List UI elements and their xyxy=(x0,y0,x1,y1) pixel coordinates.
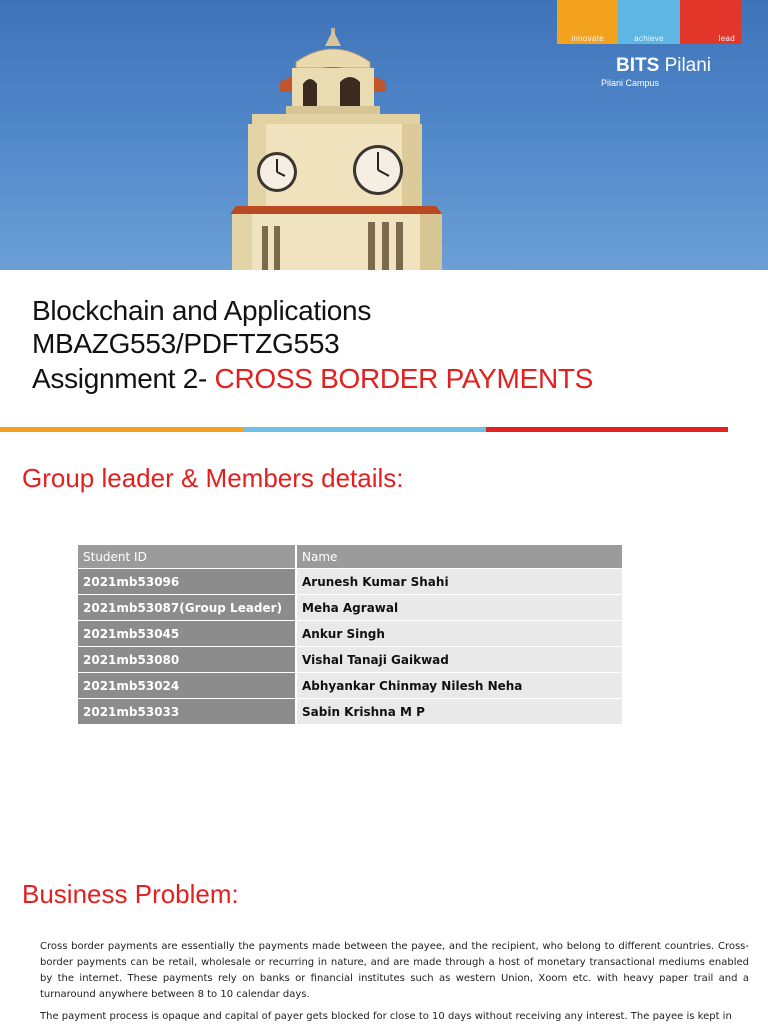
tagline-block-lead xyxy=(680,0,741,44)
table-row xyxy=(78,621,622,647)
student-id-cell: 2021mb53045 xyxy=(78,621,296,647)
table-row xyxy=(78,595,622,621)
tagline-lead: lead xyxy=(718,34,735,43)
tagline-achieve: achieve xyxy=(634,34,664,43)
tagline-block-innovate xyxy=(557,0,618,44)
brand-tagline-bar xyxy=(557,0,741,44)
business-problem-paragraph-2: The payment process is opaque and capital of payer gets blocked for close to 10 days without receiving any interest. The payee is kept in xyxy=(40,1011,732,1022)
student-name-cell: Meha Agrawal xyxy=(296,595,622,621)
student-name-cell: Sabin Krishna M P xyxy=(296,699,622,725)
student-name-cell: Arunesh Kumar Shahi xyxy=(296,569,622,595)
column-header-student-id: Student ID xyxy=(78,545,296,569)
table-row xyxy=(78,699,622,725)
members-heading: Group leader & Members details: xyxy=(22,463,404,493)
assignment-title xyxy=(32,363,593,395)
tagline-block-achieve xyxy=(618,0,679,44)
tagline-innovate: innovate xyxy=(571,34,604,43)
student-id-cell: 2021mb53024 xyxy=(78,673,296,699)
course-code: MBAZG553/PDFTZG553 xyxy=(32,328,340,359)
assignment-prefix: Assignment 2- xyxy=(32,363,215,394)
brand-name-rest: Pilani xyxy=(664,55,712,76)
student-id-cell: 2021mb53080 xyxy=(78,647,296,673)
members-table xyxy=(78,545,622,725)
stripe-blue xyxy=(243,427,486,432)
business-problem-paragraph-1: Cross border payments are essentially the payments made between the payee, and the recipient, who belong to different countries. Cross-border payments can be retail, wholesale or recurring in nature, and are made through a host of monetary transactional mediums enabled by the internet. These payments rely on banks or financial institutes such as western Union, Xoom etc. with heavy paper trail and a turnaround anywhere between 8 to 10 calendar days. xyxy=(40,941,749,1000)
student-id-cell: 2021mb53033 xyxy=(78,699,296,725)
stripe-orange xyxy=(0,427,243,432)
student-name-cell: Vishal Tanaji Gaikwad xyxy=(296,647,622,673)
table-row xyxy=(78,673,622,699)
assignment-topic: CROSS BORDER PAYMENTS xyxy=(214,363,594,394)
business-problem-heading: Business Problem: xyxy=(22,879,239,909)
student-name-cell: Ankur Singh xyxy=(296,621,622,647)
student-id-cell: 2021mb53087(Group Leader) xyxy=(78,595,296,621)
table-row xyxy=(78,647,622,673)
course-title: Blockchain and Applications xyxy=(32,295,372,326)
title-band xyxy=(0,270,768,430)
hero-banner xyxy=(0,0,768,270)
stripe-red xyxy=(486,427,728,432)
brand-name xyxy=(616,55,711,77)
table-row xyxy=(78,569,622,595)
brand-name-bold: BITS xyxy=(616,55,660,76)
column-header-name: Name xyxy=(296,545,622,569)
student-id-cell: 2021mb53096 xyxy=(78,569,296,595)
brand-campus: Pilani Campus xyxy=(601,78,660,88)
student-name-cell: Abhyankar Chinmay Nilesh Neha xyxy=(296,673,622,699)
table-header-row xyxy=(78,545,622,569)
